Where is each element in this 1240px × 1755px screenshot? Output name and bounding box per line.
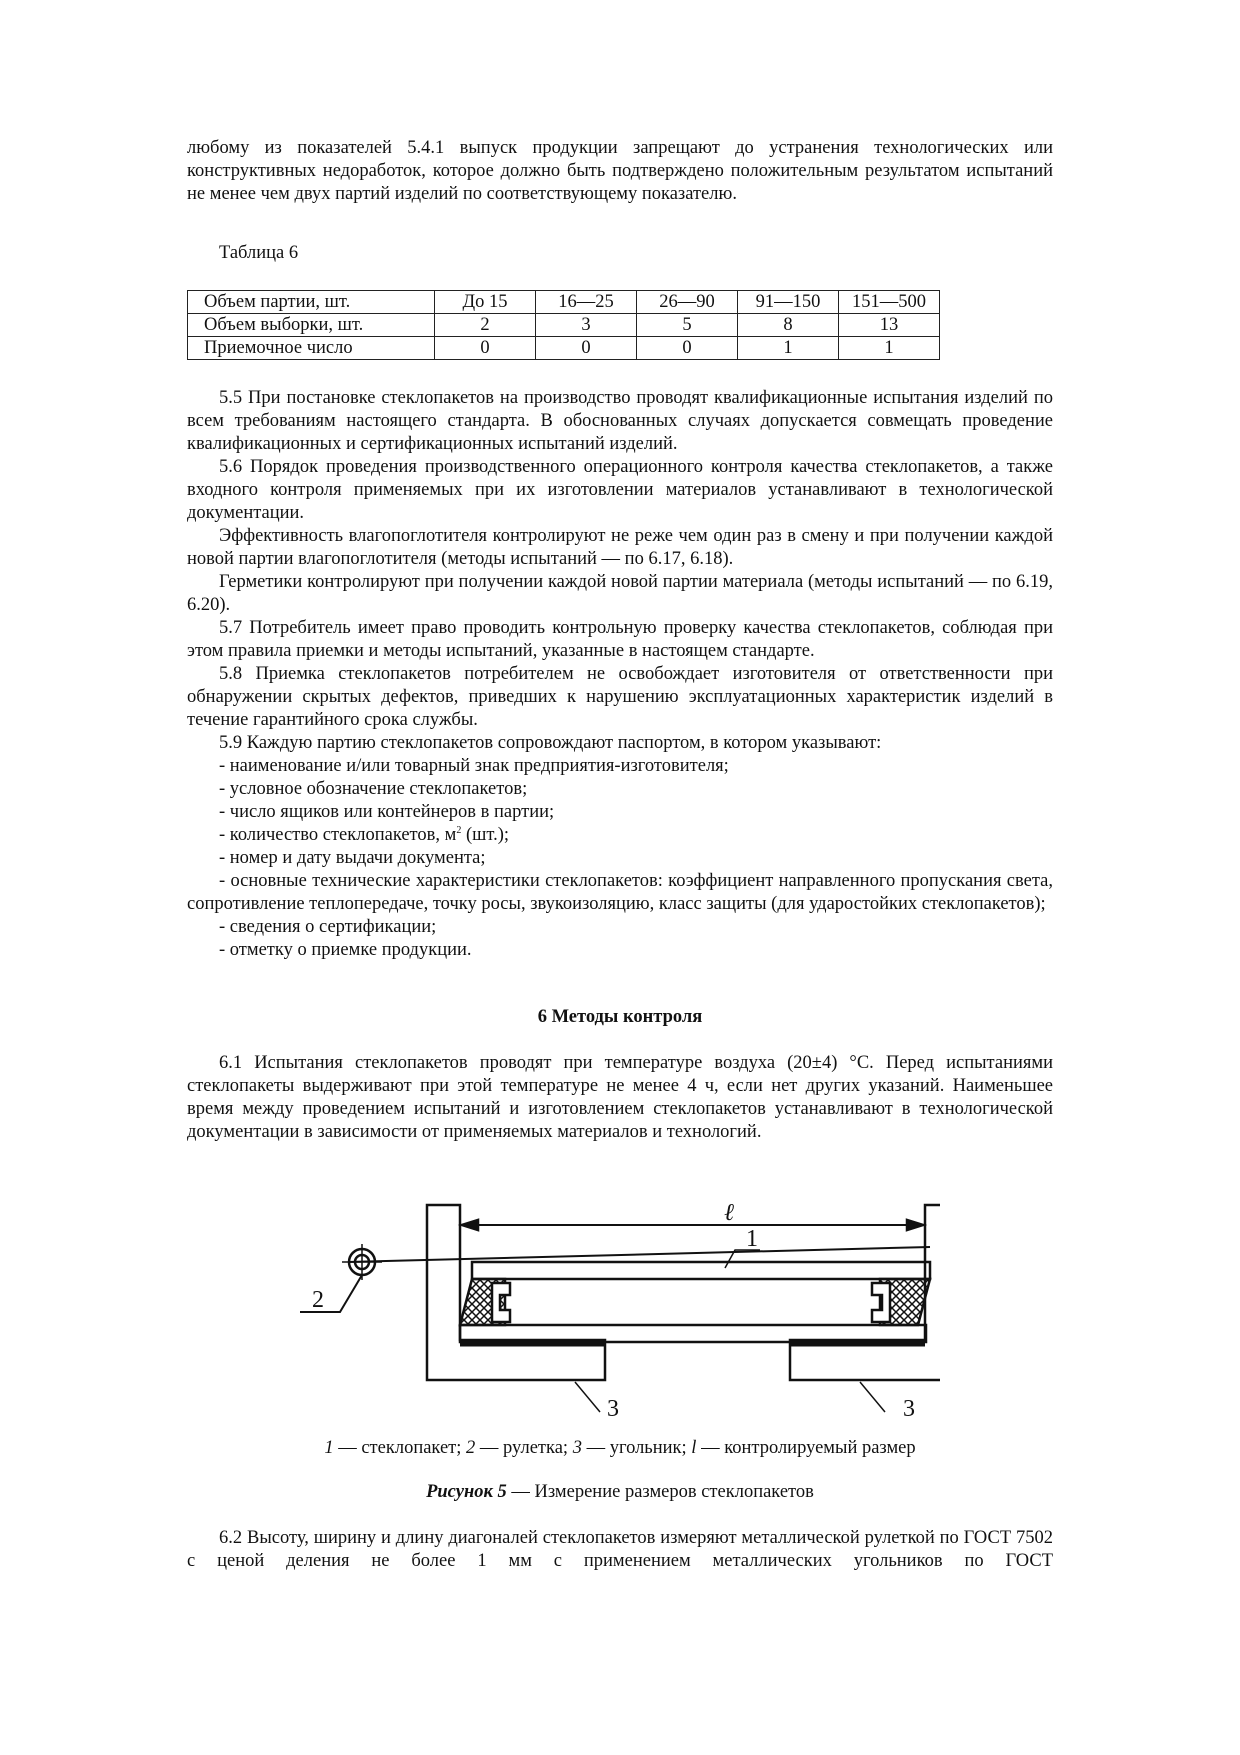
legend-num: 2 <box>466 1438 476 1458</box>
paragraph: 5.8 Приемка стеклопакетов потребителем не освобождает изготовителя от ответственности при обнаружении скрытых дефектов, приведших к нарушению эксплуатационных характеристик изделий в течение гарантийного срока службы. <box>187 664 1053 730</box>
table-row <box>188 337 940 360</box>
figure-5-diagram <box>0 1180 1240 1420</box>
table-cell: 3 <box>536 314 637 337</box>
table-cell: 8 <box>738 314 839 337</box>
table-caption: Таблица 6 <box>219 243 299 263</box>
legend-num: l <box>691 1438 697 1458</box>
label-1: 1 <box>746 1226 758 1252</box>
figure-legend <box>187 1437 1053 1460</box>
legend-text: — контролируемый размер <box>696 1438 916 1458</box>
tape-line <box>348 1247 930 1262</box>
list-text: - количество стеклопакетов, м <box>219 825 457 845</box>
paragraph: 5.7 Потребитель имеет право проводить контрольную проверку качества стеклопакетов, соблюдая при этом правила приемки и методы испытаний, указанные в настоящем стандарте. <box>187 618 1053 661</box>
label-l: ℓ <box>724 1200 734 1226</box>
paragraph-6-2 <box>187 1527 1053 1573</box>
glass-unit <box>460 1262 930 1344</box>
figure-number: Рисунок 5 <box>426 1482 507 1502</box>
legend-text: — угольник; <box>581 1438 692 1458</box>
list-item: - число ящиков или контейнеров в партии; <box>219 802 555 822</box>
table-cell: 91—150 <box>738 291 839 314</box>
figure-caption: — Измерение размеров стеклопакетов <box>506 1482 814 1502</box>
table-cell: До 15 <box>435 291 536 314</box>
label-3-right: 3 <box>903 1396 915 1420</box>
row-label: Объем партии, шт. <box>188 291 435 314</box>
list-item: - сведения о сертификации; <box>219 917 437 937</box>
legend-num: 3 <box>572 1438 582 1458</box>
section-heading: 6 Методы контроля <box>537 1007 703 1027</box>
table-row <box>188 314 940 337</box>
paragraph: 5.5 При постановке стеклопакетов на производство проводят квалификационные испытания изделий по всем требованиям настоящего стандарта. В обоснованных случаях допускается совмещать проведение квалификационных и сертификационных испытаний изделий. <box>187 388 1053 454</box>
list-text: (шт.); <box>461 825 509 845</box>
list-item: - наименование и/или товарный знак предприятия-изготовителя; <box>219 756 729 776</box>
list-item-quantity <box>187 824 1053 847</box>
intro-paragraph <box>187 137 1053 206</box>
leader-3-left <box>575 1382 600 1412</box>
dimension-arrow <box>462 1220 923 1230</box>
list-item: - отметку о приемке продукции. <box>219 940 472 960</box>
paragraph: 6.1 Испытания стеклопакетов проводят при температуре воздуха (20±4) °С. Перед испытаниями стеклопакеты выдерживают при этой температуре не менее 4 ч, если нет других указаний. Наименьшее время между проведением испытаний и изготовлением стеклопакетов устанавливают в технологической документации в зависимости от применяемых материалов и технологий. <box>187 1053 1053 1142</box>
paragraph: 6.2 Высоту, ширину и длину диагоналей стеклопакетов измеряют металлической рулеткой по ГОСТ 7502 с ценой деления не более 1 мм с применением металлических угольников по ГОСТ <box>187 1528 1053 1571</box>
leader-3-right <box>860 1382 885 1412</box>
table-cell: 26—90 <box>637 291 738 314</box>
table-cell: 0 <box>637 337 738 360</box>
table-cell: 0 <box>536 337 637 360</box>
left-angle-square <box>427 1205 605 1380</box>
table-cell: 1 <box>839 337 940 360</box>
table-cell: 2 <box>435 314 536 337</box>
row-label: Объем выборки, шт. <box>188 314 435 337</box>
paragraph: 5.9 Каждую партию стеклопакетов сопровождают паспортом, в котором указывают: <box>219 733 882 753</box>
paragraph: Эффективность влагопоглотителя контролируют не реже чем один раз в смену и при получении каждой новой партии влагопоглотителя (методы испытаний — по 6.17, 6.18). <box>187 526 1053 569</box>
legend-text: — рулетка; <box>475 1438 573 1458</box>
intro-text: любому из показателей 5.4.1 выпуск продукции запрещают до устранения технологических или конструктивных недоработок, которое должно быть подтверждено положительным результатом испытаний не менее чем двух партий изделий по соответствующему показателю. <box>187 138 1053 204</box>
figure-title <box>187 1481 1053 1504</box>
table-cell: 151—500 <box>839 291 940 314</box>
paragraph: Герметики контролируют при получении каждой новой партии материала (методы испытаний — по 6.19, 6.20). <box>187 572 1053 615</box>
label-3-left: 3 <box>607 1396 619 1420</box>
section-5-body <box>187 387 1053 962</box>
row-label: Приемочное число <box>188 337 435 360</box>
table-cell: 13 <box>839 314 940 337</box>
table-cell: 0 <box>435 337 536 360</box>
superscript: 2 <box>456 824 462 836</box>
paragraph-6-1 <box>187 1052 1053 1144</box>
table-row <box>188 291 940 314</box>
table-cell: 5 <box>637 314 738 337</box>
sampling-table <box>187 290 940 360</box>
legend-text: — стеклопакет; <box>333 1438 467 1458</box>
legend-num: 1 <box>324 1438 334 1458</box>
paragraph: 5.6 Порядок проведения производственного операционного контроля качества стеклопакетов, а также входного контроля применяемых при их изготовлении материалов устанавливают в технологической документации. <box>187 457 1053 523</box>
table-cell: 1 <box>738 337 839 360</box>
list-item: - условное обозначение стеклопакетов; <box>219 779 528 799</box>
list-item: - основные технические характеристики стеклопакетов: коэффициент направленного пропускания света, сопротивление теплопередаче, точку росы, звукоизоляцию, класс защиты (для ударостойких стеклопакетов); <box>187 871 1053 914</box>
label-2: 2 <box>312 1287 324 1313</box>
list-item: - номер и дату выдачи документа; <box>219 848 486 868</box>
table-cell: 16—25 <box>536 291 637 314</box>
